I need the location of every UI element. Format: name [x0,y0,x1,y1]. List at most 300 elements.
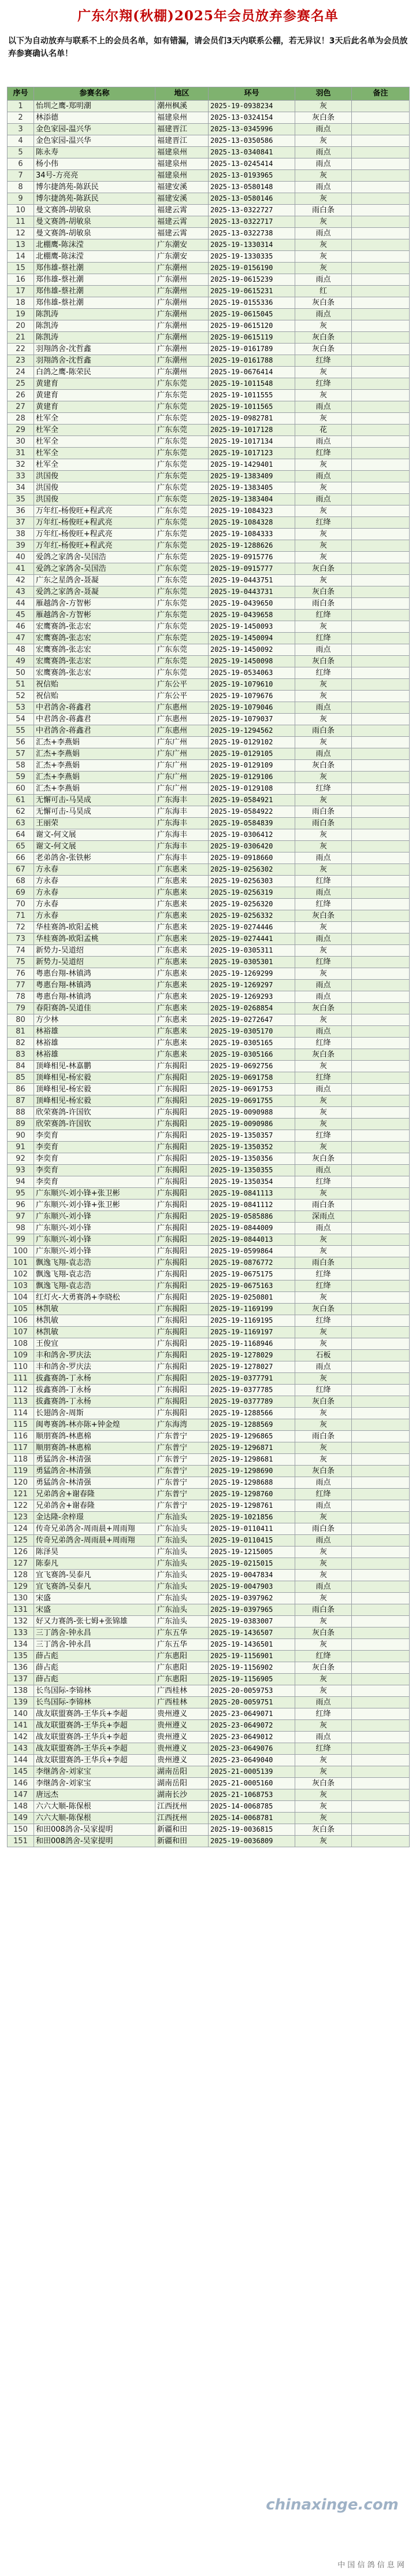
table-row [8,1639,410,1651]
remark [352,1211,410,1223]
row-number: 70 [8,899,34,910]
feather-color: 灰白条 [295,1778,352,1789]
ring-number: 2025-19-0443751 [209,575,295,586]
entry-name: 金色家园-温兴华 [34,135,155,147]
region: 广东潮州 [155,297,209,309]
feather-color: 雨点 [295,702,352,714]
entry-name: 34号-方亮亮 [34,170,155,182]
feather-color: 灰 [295,320,352,332]
entry-name: 战友联盟赛鸽-王华兵+李超 [34,1720,155,1732]
region: 广东汕头 [155,1547,209,1558]
region: 广东惠来 [155,1038,209,1049]
entry-name: 老弟鸽舍-张铁彬 [34,852,155,864]
feather-color: 灰 [295,737,352,748]
remark [352,1419,410,1431]
region: 广东潮州 [155,320,209,332]
row-number: 34 [8,482,34,494]
table-row [8,1408,410,1419]
remark [352,1604,410,1616]
row-number: 145 [8,1766,34,1778]
table-row [8,1477,410,1489]
row-number: 22 [8,344,34,355]
entry-name: 宏鹰赛鸽-张志宏 [34,644,155,656]
remark [352,1003,410,1014]
entry-name: 雁越鸽舍-方智彬 [34,598,155,610]
remark [352,1720,410,1732]
entry-name: 李继鸽舍-刘家宝 [34,1766,155,1778]
region: 广东潮州 [155,263,209,274]
ring-number: 2025-19-0272647 [209,1014,295,1026]
row-number: 107 [8,1327,34,1338]
region: 广东潮州 [155,367,209,378]
entry-name: 爱鸽之家鸽舍-聂凝 [34,586,155,598]
region: 广东广州 [155,748,209,760]
row-number: 63 [8,818,34,829]
feather-color: 雨点 [295,933,352,945]
region: 广东东莞 [155,598,209,610]
region: 广东惠来 [155,933,209,945]
table-row [8,482,410,494]
region: 广东揭阳 [155,1280,209,1292]
entry-name: 林凯敏 [34,1315,155,1327]
row-number: 13 [8,239,34,251]
row-number: 116 [8,1431,34,1442]
ring-number: 2025-21-0005139 [209,1766,295,1778]
region: 广东惠来 [155,922,209,933]
entry-name: 勇猛鸽舍-林清强 [34,1477,155,1489]
row-number: 138 [8,1685,34,1697]
table-row [8,910,410,922]
ring-number: 2025-19-0090988 [209,1107,295,1119]
remark [352,1627,410,1639]
ring-number: 2025-19-1084323 [209,505,295,517]
feather-color: 灰 [295,1836,352,1847]
entry-name: 宜飞赛鸽-吴泰凡 [34,1570,155,1581]
region: 广东惠来 [155,1014,209,1026]
region: 广东惠来 [155,876,209,887]
region: 广东惠来 [155,910,209,922]
ring-number: 2025-19-0161789 [209,344,295,355]
region: 广东揭阳 [155,1246,209,1257]
row-number: 103 [8,1280,34,1292]
ring-number: 2025-19-0584922 [209,806,295,818]
entry-name: 汇杰+李燕娟 [34,760,155,772]
region: 广东揭阳 [155,1327,209,1338]
region: 福建云霄 [155,216,209,228]
row-number: 6 [8,158,34,170]
feather-color: 红绛 [295,667,352,679]
entry-name: 雁越鸽舍-方智彬 [34,610,155,621]
ring-number: 2025-19-1079610 [209,679,295,691]
remark [352,297,410,309]
remark [352,436,410,448]
table-row [8,1327,410,1338]
ring-number: 2025-19-1084328 [209,517,295,529]
region: 广东普宁 [155,1454,209,1466]
region: 广东潮安 [155,251,209,263]
ring-number: 2025-19-0268854 [209,1003,295,1014]
feather-color: 灰 [295,251,352,263]
remark [352,1593,410,1604]
table-row [8,679,410,691]
region: 广东惠阳 [155,1662,209,1674]
entry-name: 谢文-何文展 [34,841,155,852]
region: 广东惠来 [155,991,209,1003]
region: 广东东莞 [155,425,209,436]
entry-name: 广东顺兴-刘小锋+张卫彬 [34,1188,155,1200]
table-row [8,737,410,748]
region: 广东东莞 [155,494,209,505]
feather-color: 灰白条 [295,563,352,575]
remark [352,320,410,332]
remark [352,239,410,251]
table-row [8,263,410,274]
row-number: 35 [8,494,34,505]
feather-color: 灰 [295,621,352,633]
region: 广东汕头 [155,1558,209,1570]
row-number: 117 [8,1442,34,1454]
entry-name: 祝信贻 [34,691,155,702]
row-number: 3 [8,124,34,135]
ring-number: 2025-19-1298761 [209,1500,295,1512]
ring-number: 2025-19-0841112 [209,1200,295,1211]
row-number: 99 [8,1234,34,1246]
remark [352,401,410,413]
feather-color: 灰 [295,945,352,957]
table-row [8,1558,410,1570]
remark [352,1535,410,1547]
remark [352,459,410,471]
table-row [8,1674,410,1685]
ring-number: 2025-19-0256303 [209,876,295,887]
row-number: 69 [8,887,34,899]
row-number: 121 [8,1489,34,1500]
remark [352,1558,410,1570]
region: 广东揭阳 [155,1292,209,1304]
region: 湖南岳阳 [155,1778,209,1789]
table-row [8,297,410,309]
feather-color: 雨点 [295,436,352,448]
region: 广东揭阳 [155,1072,209,1084]
entry-name: 和田008鸽舍-吴家提明 [34,1824,155,1836]
remark [352,575,410,586]
feather-color: 灰白条 [295,910,352,922]
feather-color: 灰 [295,1685,352,1697]
table-row [8,1627,410,1639]
ring-number: 2025-19-1011555 [209,390,295,401]
feather-color: 灰 [295,263,352,274]
ring-number: 2025-13-0350586 [209,135,295,147]
table-row [8,1292,410,1304]
remark [352,1801,410,1813]
remark [352,1280,410,1292]
region: 广东东莞 [155,471,209,482]
feather-color: 灰 [295,482,352,494]
ring-number: 2025-19-0615231 [209,286,295,297]
feather-color: 灰 [295,1674,352,1685]
ring-number: 2025-19-1017123 [209,448,295,459]
feather-color: 灰 [295,679,352,691]
region: 广东揭阳 [155,1200,209,1211]
entry-name: 长翅鸽舍-周斯 [34,1408,155,1419]
row-number: 106 [8,1315,34,1327]
ring-number: 2025-19-0129108 [209,783,295,795]
row-number: 26 [8,390,34,401]
entry-name: 杜军全 [34,436,155,448]
row-number: 79 [8,1003,34,1014]
remark [352,1014,410,1026]
feather-color: 红 [295,286,352,297]
ring-number: 2025-19-1436501 [209,1639,295,1651]
entry-name: 林裕雄 [34,1049,155,1061]
ring-number: 2025-19-1450093 [209,621,295,633]
feather-color: 雨点 [295,471,352,482]
region: 广东东莞 [155,586,209,598]
feather-color: 灰 [295,772,352,783]
entry-name: 李奕育 [34,1130,155,1142]
region: 广东揭阳 [155,1142,209,1153]
ring-number: 2025-19-0306420 [209,841,295,852]
region: 广东揭阳 [155,1338,209,1350]
ring-number: 2025-19-1298760 [209,1489,295,1500]
row-number: 123 [8,1512,34,1523]
row-number: 129 [8,1581,34,1593]
remark [352,667,410,679]
entry-name: 洪国俊 [34,494,155,505]
table-row [8,436,410,448]
row-number: 33 [8,471,34,482]
row-number: 109 [8,1350,34,1361]
feather-color: 灰白条 [295,1662,352,1674]
feather-color: 红绛 [295,1743,352,1755]
remark [352,425,410,436]
remark [352,1442,410,1454]
ring-number: 2025-19-1350355 [209,1165,295,1176]
remark [352,1026,410,1038]
remark [352,1755,410,1766]
ring-number: 2025-13-0580148 [209,182,295,193]
ring-number: 2025-19-1298688 [209,1477,295,1489]
table-row [8,1442,410,1454]
region: 广东惠州 [155,725,209,737]
table-body [8,101,410,1847]
remark [352,1581,410,1593]
ring-number: 2025-19-0047834 [209,1570,295,1581]
ring-number: 2025-19-1436507 [209,1627,295,1639]
region: 广东惠阳 [155,1651,209,1662]
ring-number: 2025-19-1294562 [209,725,295,737]
ring-number: 2025-19-0439658 [209,610,295,621]
table-row [8,471,410,482]
entry-name: 方永春 [34,899,155,910]
feather-color: 雨点 [295,147,352,158]
region: 福建云霄 [155,228,209,239]
table-row [8,702,410,714]
row-number: 54 [8,714,34,725]
feather-color: 灰 [295,968,352,980]
ring-number: 2025-19-1168946 [209,1338,295,1350]
ring-number: 2025-19-1350354 [209,1176,295,1188]
region: 贵州遵义 [155,1720,209,1732]
region: 广东五华 [155,1639,209,1651]
entry-name: 薛占彪 [34,1651,155,1662]
remark [352,1674,410,1685]
table-row [8,1523,410,1535]
feather-color: 红绛 [295,448,352,459]
ring-number: 2025-19-0938234 [209,101,295,112]
ring-number: 2025-19-1017128 [209,425,295,436]
row-number: 118 [8,1454,34,1466]
row-number: 127 [8,1558,34,1570]
row-number: 32 [8,459,34,471]
row-number: 58 [8,760,34,772]
table-row [8,1038,410,1049]
table-row [8,320,410,332]
remark [352,1454,410,1466]
feather-color: 红绛 [295,1038,352,1049]
table-row [8,135,410,147]
row-number: 74 [8,945,34,957]
entry-name: 唐远杰 [34,1789,155,1801]
notice-text: 以下为自动放弃与联系不上的会员名单，如有错漏，请会员们3天内联系公棚，若无异议！3天后此名单为会员放弃参赛确认名单！ [8,36,408,58]
remark [352,1176,410,1188]
feather-color: 灰 [295,1419,352,1431]
feather-color: 灰白条 [295,1304,352,1315]
remark [352,390,410,401]
remark [352,945,410,957]
entry-name: 顺朋赛鸽-林惠棉 [34,1442,155,1454]
table-row [8,598,410,610]
table-row [8,1431,410,1442]
entry-name: 欣荣赛鸽-许国钦 [34,1119,155,1130]
region: 广东汕头 [155,1604,209,1616]
feather-color: 雨点 [295,644,352,656]
row-number: 96 [8,1200,34,1211]
entry-name: 爱鸽之家鸽舍-吴国浩 [34,563,155,575]
table-row [8,1257,410,1269]
region: 广东汕头 [155,1570,209,1581]
feather-color: 雨白条 [295,806,352,818]
entry-name: 羽翔鸽舍-沈哲鑫 [34,355,155,367]
row-number: 30 [8,436,34,448]
entry-name: 汇杰+李燕娟 [34,737,155,748]
remark [352,1824,410,1836]
row-number: 25 [8,378,34,390]
region: 广东广州 [155,760,209,772]
ring-number: 2025-19-0915777 [209,563,295,575]
remark [352,1350,410,1361]
region: 新疆和田 [155,1836,209,1847]
feather-color: 雨白条 [295,725,352,737]
ring-number: 2025-19-0585886 [209,1211,295,1223]
row-number: 59 [8,772,34,783]
remark [352,540,410,552]
ring-number: 2025-13-0340841 [209,147,295,158]
entry-name: 王丽荣 [34,818,155,829]
table-row [8,610,410,621]
remark [352,1743,410,1755]
remark [352,505,410,517]
row-number: 95 [8,1188,34,1200]
remark [352,656,410,667]
row-number: 31 [8,448,34,459]
table-row [8,1142,410,1153]
row-number: 88 [8,1107,34,1119]
region: 广东东莞 [155,529,209,540]
ring-number: 2025-19-1169197 [209,1327,295,1338]
entry-name: 宏鹰赛鸽-张志宏 [34,656,155,667]
ring-number: 2025-19-0110415 [209,1535,295,1547]
feather-color: 灰 [295,1766,352,1778]
table-row [8,1778,410,1789]
remark [352,274,410,286]
ring-number: 2025-19-0377785 [209,1385,295,1396]
table-row [8,1743,410,1755]
feather-color: 雨点 [295,991,352,1003]
remark [352,1234,410,1246]
entry-name: 陈泽昊 [34,1547,155,1558]
table-row [8,933,410,945]
table-row [8,401,410,413]
ring-number: 2025-19-1011548 [209,378,295,390]
table-row [8,1338,410,1350]
table-row [8,621,410,633]
feather-color: 灰 [295,193,352,205]
table-row [8,1072,410,1084]
feather-color: 灰 [295,1789,352,1801]
entry-name: 万年红-杨俊旺+程武亮 [34,517,155,529]
table-row [8,991,410,1003]
row-number: 48 [8,644,34,656]
remark [352,517,410,529]
remark [352,1662,410,1674]
remark [352,482,410,494]
entry-name: 红灯火-大勇赛鸽+李晓松 [34,1292,155,1304]
entry-name: 广东顺兴-刘小锋+张卫彬 [34,1200,155,1211]
row-number: 143 [8,1743,34,1755]
column-header-name: 参赛名称 [34,87,155,101]
table-row [8,818,410,829]
table-row [8,1014,410,1026]
region: 广东五华 [155,1627,209,1639]
row-number: 150 [8,1824,34,1836]
table-row [8,1234,410,1246]
row-number: 20 [8,320,34,332]
table-row [8,1223,410,1234]
region: 广东揭阳 [155,1269,209,1280]
row-number: 73 [8,933,34,945]
ring-number: 2025-19-1169199 [209,1304,295,1315]
region: 广东广州 [155,783,209,795]
row-number: 136 [8,1662,34,1674]
region: 广东东莞 [155,459,209,471]
feather-color: 雨点 [295,748,352,760]
remark [352,806,410,818]
feather-color: 灰 [295,1720,352,1732]
entry-name: 长鸟国际-李锦林 [34,1697,155,1708]
ring-number: 2025-19-0443731 [209,586,295,598]
table-row [8,1824,410,1836]
table-row [8,216,410,228]
region: 广东揭阳 [155,1304,209,1315]
entry-name: 杜军全 [34,425,155,436]
row-number: 100 [8,1246,34,1257]
ring-number: 2025-13-0322738 [209,228,295,239]
footer-text: 中 国 信 鸽 信 息 网 [337,2561,404,2570]
table-row [8,1246,410,1257]
row-number: 23 [8,355,34,367]
row-number: 90 [8,1130,34,1142]
